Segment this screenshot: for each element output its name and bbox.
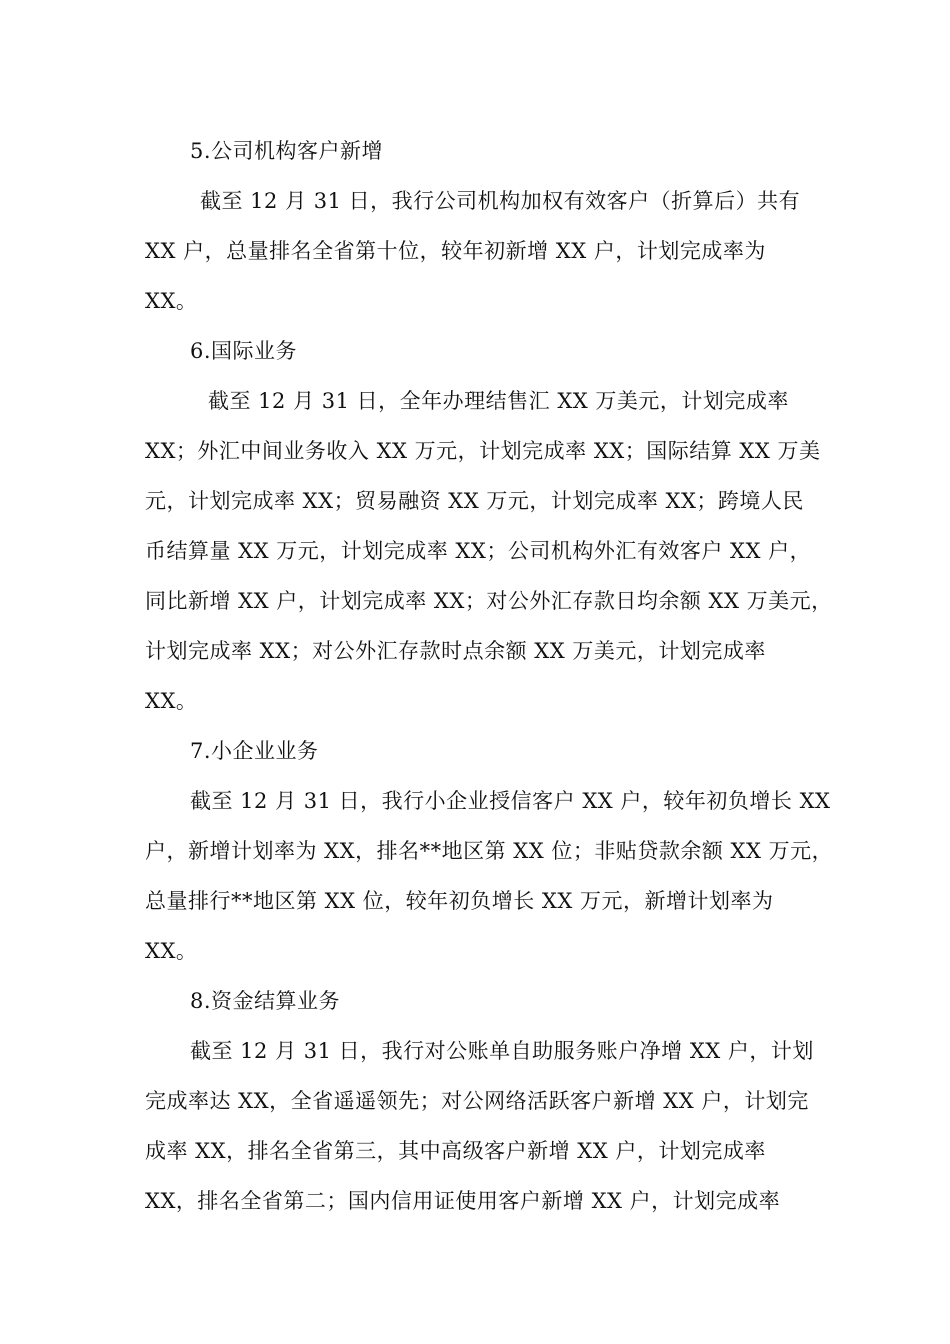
paragraph-line: 成率 XX，排名全省第三，其中高级客户新增 XX 户，计划完成率	[145, 1139, 766, 1163]
paragraph-line: 币结算量 XX 万元，计划完成率 XX；公司机构外汇有效客户 XX 户，	[145, 539, 812, 563]
paragraph-line: 总量排行**地区第 XX 位，较年初负增长 XX 万元，新增计划率为	[145, 889, 774, 913]
paragraph-line: 完成率达 XX，全省遥遥领先；对公网络活跃客户新增 XX 户，计划完	[145, 1089, 809, 1113]
section-heading: 6.国际业务	[190, 339, 298, 363]
section-heading: 7.小企业业务	[190, 739, 319, 763]
section-heading: 5.公司机构客户新增	[190, 139, 384, 163]
paragraph-line: 截至 12 月 31 日，全年办理结售汇 XX 万美元，计划完成率	[208, 389, 789, 413]
paragraph-line: 元，计划完成率 XX；贸易融资 XX 万元，计划完成率 XX；跨境人民	[145, 489, 804, 513]
paragraph-line: 同比新增 XX 户，计划完成率 XX；对公外汇存款日均余额 XX 万美元，	[145, 589, 833, 613]
paragraph-line: XX。	[145, 939, 198, 963]
paragraph-line: 计划完成率 XX；对公外汇存款时点余额 XX 万美元，计划完成率	[145, 639, 766, 663]
paragraph-line: 截至 12 月 31 日，我行小企业授信客户 XX 户，较年初负增长 XX	[190, 789, 831, 813]
paragraph-line: 截至 12 月 31 日，我行对公账单自助服务账户净增 XX 户，计划	[190, 1039, 814, 1063]
paragraph-line: XX。	[145, 289, 198, 313]
paragraph-line: XX。	[145, 689, 198, 713]
paragraph-line: XX；外汇中间业务收入 XX 万元，计划完成率 XX；国际结算 XX 万美	[145, 439, 821, 463]
paragraph-line: 截至 12 月 31 日，我行公司机构加权有效客户（折算后）共有	[200, 189, 801, 213]
paragraph-line: XX，排名全省第二；国内信用证使用客户新增 XX 户，计划完成率	[145, 1189, 781, 1213]
paragraph-line: XX 户，总量排名全省第十位，较年初新增 XX 户，计划完成率为	[145, 239, 766, 263]
section-heading: 8.资金结算业务	[190, 989, 341, 1013]
paragraph-line: 户，新增计划率为 XX，排名**地区第 XX 位；非贴贷款余额 XX 万元，	[145, 839, 834, 863]
